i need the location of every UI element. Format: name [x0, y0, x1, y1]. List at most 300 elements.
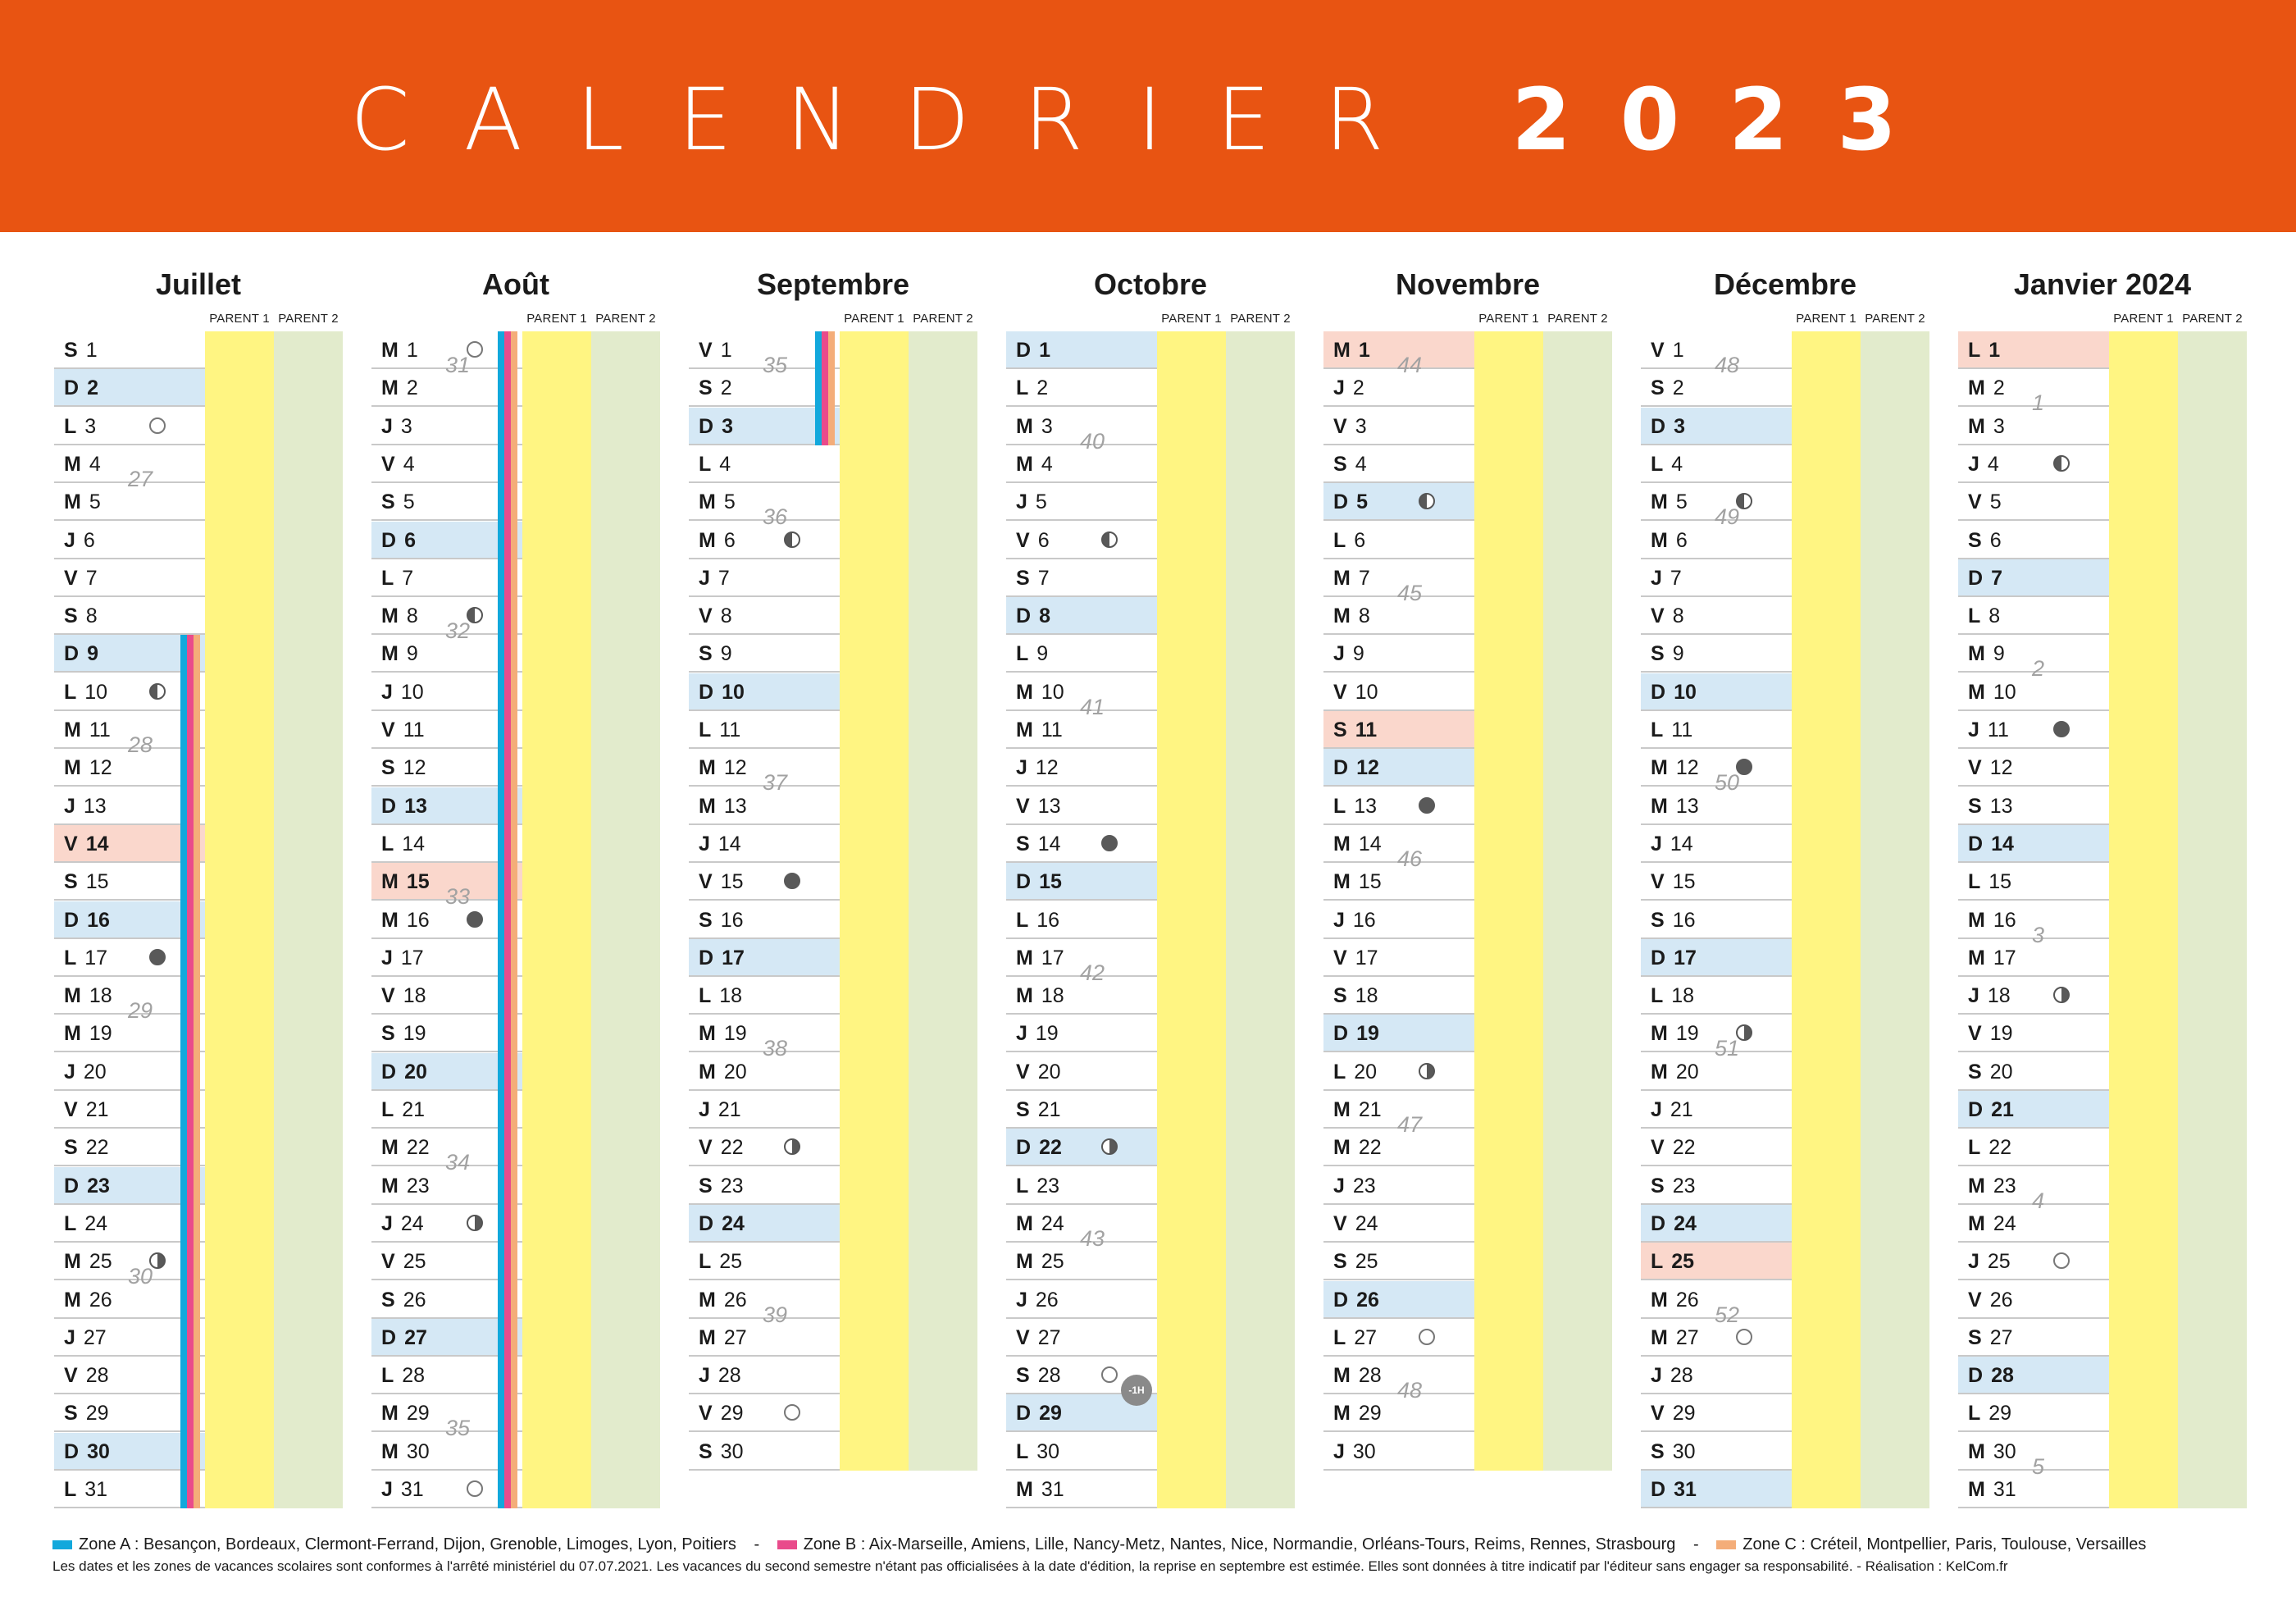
day-label	[1968, 642, 2005, 666]
week-number: 30	[128, 1264, 153, 1289]
day-number: 27	[1989, 1325, 2013, 1349]
week-number: 35	[445, 1416, 471, 1441]
day-row	[1641, 597, 1792, 635]
weekday-letter: M	[381, 870, 399, 894]
day-number: 22	[1358, 1136, 1382, 1160]
day-number: 27	[1354, 1325, 1378, 1349]
zone-b-text: Zone B : Aix-Marseille, Amiens, Lille, Nancy-Metz, Nantes, Nice, Normandie, Orléans-Tours, Reims, Rennes, Strasbourg	[803, 1535, 1676, 1553]
day-row	[1323, 939, 1474, 977]
weekday-letter: M	[1651, 1022, 1668, 1046]
day-label	[1016, 1440, 1059, 1464]
weekday-letter: J	[64, 1325, 75, 1349]
calendar-title	[0, 0, 2296, 232]
day-row	[1006, 825, 1157, 863]
day-number: 6	[1037, 528, 1050, 552]
day-row	[54, 559, 205, 597]
weekday-letter: M	[1016, 414, 1033, 438]
day-number: 12	[1035, 756, 1059, 780]
day-label	[1651, 604, 1684, 628]
weekday-letter: D	[1968, 566, 1984, 590]
day-label	[64, 1175, 110, 1198]
day-label	[1333, 1440, 1376, 1464]
day-number: 11	[1987, 718, 2009, 741]
day-label	[699, 642, 732, 666]
day-number: 16	[1036, 908, 1060, 932]
day-label	[381, 1250, 426, 1274]
weekday-letter: L	[64, 414, 77, 438]
day-number: 23	[406, 1174, 430, 1197]
full-moon-icon	[149, 417, 166, 434]
day-row	[1641, 635, 1792, 673]
weekday-letter: J	[1968, 984, 1979, 1008]
day-number: 8	[1988, 604, 2001, 628]
day-label	[699, 1175, 744, 1198]
weekday-letter: J	[1333, 1174, 1345, 1197]
parent-2-column[interactable]	[1861, 331, 1929, 1508]
day-label	[64, 604, 98, 628]
day-label	[1968, 870, 2011, 894]
day-label	[381, 1289, 426, 1312]
parent-2-column[interactable]	[1543, 331, 1612, 1471]
day-label	[1333, 1289, 1379, 1312]
new-moon-icon	[467, 911, 483, 928]
day-number: 20	[1037, 1060, 1061, 1083]
week-number: 34	[445, 1150, 471, 1175]
sunday-row	[1006, 597, 1157, 635]
day-number: 15	[720, 870, 744, 894]
day-row	[1006, 635, 1157, 673]
weekday-letter: M	[699, 1288, 716, 1312]
day-number: 27	[1675, 1325, 1699, 1349]
day-number: 1	[1358, 339, 1370, 362]
day-number: 18	[1041, 984, 1064, 1008]
day-label	[1968, 490, 2002, 514]
day-label	[1016, 681, 1064, 705]
day-label	[381, 1212, 424, 1236]
weekday-letter: L	[699, 718, 712, 741]
weekday-letter: S	[1333, 718, 1347, 741]
weekday-letter: V	[1968, 1288, 1982, 1312]
weekday-letter: J	[64, 794, 75, 818]
weekday-letter: V	[64, 832, 78, 855]
day-number: 17	[84, 946, 108, 969]
weekday-letter: S	[64, 604, 78, 628]
weekday-letter: M	[1968, 1439, 1985, 1463]
day-label	[1016, 718, 1063, 742]
weekday-letter: D	[1333, 1022, 1349, 1046]
weekday-letter: S	[64, 1402, 78, 1426]
weekday-letter: M	[1968, 642, 1985, 666]
day-number: 23	[87, 1174, 110, 1197]
sunday-row	[689, 1205, 840, 1243]
day-number: 2	[1993, 376, 2005, 400]
day-row	[1323, 1167, 1474, 1205]
day-label	[699, 1440, 744, 1464]
weekday-letter: M	[381, 339, 399, 362]
day-number: 30	[1672, 1439, 1696, 1463]
day-row	[1323, 673, 1474, 711]
day-number: 19	[1356, 1022, 1379, 1046]
weekday-letter: S	[1651, 1439, 1665, 1463]
day-label	[1651, 1364, 1693, 1388]
weekday-letter: S	[64, 870, 78, 894]
parent-1-column[interactable]	[1157, 331, 1226, 1508]
day-label	[381, 339, 418, 363]
zone-a-vacation-bar	[498, 331, 504, 1508]
weekday-letter: S	[1968, 794, 1982, 818]
week-number: 35	[763, 353, 788, 377]
day-label	[699, 1212, 745, 1236]
weekday-letter: M	[64, 1250, 81, 1274]
day-number: 4	[89, 452, 101, 476]
day-label	[1333, 947, 1378, 970]
day-number: 26	[1035, 1288, 1059, 1312]
week-number: 36	[763, 504, 788, 530]
calendar-header	[0, 0, 2296, 232]
day-label	[1333, 1402, 1382, 1426]
day-label	[381, 947, 424, 970]
weekday-letter: L	[381, 832, 394, 855]
day-label	[1016, 870, 1062, 894]
weekday-letter: L	[699, 1250, 712, 1274]
day-label	[1651, 642, 1684, 666]
day-number: 21	[85, 1098, 109, 1121]
weekday-letter: L	[381, 1098, 394, 1121]
day-number: 28	[1991, 1364, 2014, 1388]
day-row	[1323, 408, 1474, 445]
day-number: 15	[1672, 870, 1696, 894]
weekday-letter: L	[1651, 718, 1664, 741]
day-label	[1651, 1175, 1696, 1198]
weekday-letter: D	[1651, 414, 1666, 438]
day-number: 9	[406, 642, 418, 666]
day-label	[1333, 453, 1367, 477]
day-number: 17	[1993, 946, 2016, 969]
day-row	[1958, 1394, 2109, 1432]
weekday-letter: V	[1651, 604, 1665, 628]
weekday-letter: M	[699, 1022, 716, 1046]
parent-2-column[interactable]	[274, 331, 343, 1508]
day-row	[689, 1433, 840, 1471]
day-number: 5	[403, 490, 415, 514]
parent-1-column[interactable]	[840, 331, 909, 1471]
day-label	[1968, 718, 2009, 742]
day-number: 26	[723, 1288, 747, 1312]
weekday-letter: S	[1968, 528, 1982, 552]
weekday-letter: D	[1333, 1288, 1349, 1312]
day-number: 17	[722, 946, 745, 969]
day-row	[1641, 711, 1792, 749]
day-number: 21	[402, 1098, 426, 1121]
parent-1-column[interactable]	[205, 331, 274, 1508]
parent-2-column[interactable]	[591, 331, 660, 1508]
weekday-letter: S	[381, 1022, 395, 1046]
day-label	[381, 453, 415, 477]
weekday-letter: S	[64, 1136, 78, 1160]
day-label	[1651, 529, 1688, 553]
day-row	[689, 1167, 840, 1205]
day-number: 18	[89, 984, 112, 1008]
day-label	[1333, 376, 1364, 400]
day-label	[1016, 642, 1048, 666]
weekday-letter: L	[64, 946, 77, 969]
day-number: 17	[1674, 946, 1697, 969]
weekday-letter: J	[699, 832, 710, 855]
day-number: 4	[403, 452, 415, 476]
weekday-letter: D	[1016, 1136, 1032, 1160]
day-number: 23	[1672, 1174, 1696, 1197]
day-number: 24	[1041, 1211, 1064, 1235]
day-label	[1968, 1061, 2013, 1084]
weekday-letter: D	[1016, 339, 1032, 362]
weekday-letter: M	[381, 642, 399, 666]
day-number: 25	[1671, 1250, 1695, 1274]
sunday-row	[1958, 825, 2109, 863]
weekday-letter: D	[1651, 1478, 1666, 1501]
week-number: 49	[1715, 504, 1740, 530]
weekday-letter: L	[64, 1211, 77, 1235]
parent-2-header: PARENT 2	[913, 312, 973, 326]
weekday-letter: L	[1333, 528, 1346, 552]
day-label	[699, 453, 731, 477]
day-number: 1	[406, 339, 418, 362]
day-label	[699, 870, 744, 894]
weekday-letter: M	[1651, 756, 1668, 780]
day-label	[64, 376, 98, 400]
day-number: 17	[400, 946, 424, 969]
parent-1-header: PARENT 1	[1478, 312, 1539, 326]
parent-2-column[interactable]	[2178, 331, 2247, 1508]
weekday-letter: D	[64, 1439, 80, 1463]
weekday-letter: J	[1333, 376, 1345, 400]
day-number: 12	[403, 756, 426, 780]
day-number: 26	[403, 1288, 426, 1312]
day-number: 12	[1356, 756, 1379, 780]
parent-1-column[interactable]	[1792, 331, 1861, 1508]
parent-2-header: PARENT 2	[1230, 312, 1291, 326]
weekday-letter: J	[1651, 1098, 1662, 1121]
day-number: 26	[1989, 1288, 2013, 1312]
weekday-letter: M	[64, 1022, 81, 1046]
day-label	[699, 984, 742, 1008]
weekday-letter: L	[1016, 376, 1029, 400]
day-number: 12	[1675, 756, 1699, 780]
weekday-letter: D	[1651, 946, 1666, 969]
day-number: 17	[1355, 946, 1378, 969]
day-label	[1968, 604, 2000, 628]
weekday-letter: S	[1016, 1098, 1030, 1121]
day-number: 22	[1672, 1136, 1696, 1160]
footer	[0, 1526, 2296, 1624]
day-label	[1016, 947, 1064, 970]
day-row	[1958, 483, 2109, 521]
sunday-row	[1006, 331, 1157, 369]
disclaimer-note: Les dates et les zones de vacances scolaires sont conformes à l'arrêté ministériel du 07.07.2021. Les vacances du second semestre n'étant pas officialisées à la date d'édition, la reprise en septembre est estimée. Elles sont données à titre indicatif par l'éditeur sans engager sa responsabilité. - Réalisation : KelCom.fr	[52, 1558, 2008, 1574]
day-label	[1651, 718, 1692, 742]
day-label	[64, 984, 112, 1008]
day-row	[1641, 1167, 1792, 1205]
day-number: 14	[1991, 832, 2014, 855]
day-label	[1968, 681, 2016, 705]
day-label	[1016, 1289, 1059, 1312]
weekday-letter: M	[1651, 794, 1668, 818]
sunday-row	[1958, 559, 2109, 597]
weekday-letter: J	[64, 528, 75, 552]
day-label	[64, 1289, 112, 1312]
day-row	[54, 522, 205, 559]
week-number: 2	[2032, 656, 2045, 682]
day-number: 20	[1354, 1060, 1378, 1083]
day-label	[699, 1098, 741, 1122]
parent-1-column[interactable]	[2109, 331, 2178, 1508]
day-number: 8	[720, 604, 732, 628]
weekday-letter: S	[1333, 1250, 1347, 1274]
weekday-letter: M	[381, 376, 399, 400]
day-row	[689, 863, 840, 901]
day-row	[1006, 1091, 1157, 1129]
day-number: 19	[1675, 1022, 1699, 1046]
weekday-letter: V	[64, 566, 78, 590]
sunday-row	[689, 673, 840, 711]
parent-1-header: PARENT 1	[209, 312, 270, 326]
weekday-letter: V	[1333, 946, 1347, 969]
weekday-letter: L	[1016, 908, 1029, 932]
weekday-letter: M	[1968, 680, 1985, 704]
day-number: 16	[720, 908, 744, 932]
weekday-letter: M	[699, 1060, 716, 1083]
day-label	[699, 833, 741, 856]
sunday-row	[1006, 863, 1157, 901]
month-name: Août	[482, 267, 549, 301]
weekday-letter: S	[1968, 1060, 1982, 1083]
day-number: 29	[1988, 1402, 2012, 1426]
new-moon-icon	[1419, 797, 1435, 814]
day-row	[1958, 863, 2109, 901]
sunday-row	[1641, 673, 1792, 711]
day-label	[64, 1326, 107, 1350]
day-number: 13	[1675, 794, 1699, 818]
weekday-letter: S	[1333, 452, 1347, 476]
weekday-letter: S	[381, 756, 395, 780]
week-number: 50	[1715, 770, 1740, 796]
full-moon-icon	[1101, 1366, 1118, 1383]
day-number: 1	[85, 339, 98, 362]
weekday-letter: D	[699, 946, 714, 969]
day-number: 22	[85, 1136, 109, 1160]
day-number: 24	[400, 1211, 424, 1235]
day-label	[699, 1289, 747, 1312]
day-number: 26	[1356, 1288, 1379, 1312]
day-label	[64, 490, 101, 514]
day-label	[699, 1326, 747, 1350]
weekday-letter: M	[1651, 1060, 1668, 1083]
parent-1-column[interactable]	[1474, 331, 1543, 1471]
weekday-letter: L	[1016, 1174, 1029, 1197]
day-number: 9	[1672, 642, 1684, 666]
day-label	[1968, 984, 2011, 1008]
day-number: 12	[1989, 756, 2013, 780]
day-label	[64, 453, 101, 477]
day-label	[1968, 1326, 2013, 1350]
day-number: 21	[1358, 1098, 1382, 1121]
day-row	[689, 1394, 840, 1432]
day-number: 16	[1352, 908, 1376, 932]
weekday-letter: M	[1333, 604, 1351, 628]
day-number: 3	[722, 414, 733, 438]
sunday-row	[1323, 1015, 1474, 1052]
day-number: 20	[83, 1060, 107, 1083]
last-quarter-moon-icon	[784, 531, 800, 548]
weekday-letter: D	[381, 794, 397, 818]
weekday-letter: D	[699, 680, 714, 704]
day-label	[1968, 1402, 2011, 1426]
parent-2-column[interactable]	[1226, 331, 1295, 1508]
day-number: 28	[1037, 1364, 1061, 1388]
day-label	[1016, 1022, 1059, 1046]
weekday-letter: M	[699, 794, 716, 818]
day-number: 5	[1989, 490, 2002, 514]
weekday-letter: L	[1333, 1325, 1346, 1349]
day-label	[64, 1440, 110, 1464]
day-number: 18	[1355, 984, 1378, 1008]
day-number: 3	[84, 414, 97, 438]
day-number: 20	[723, 1060, 747, 1083]
day-label	[381, 718, 425, 742]
zone-b-vacation-bar	[504, 331, 511, 1508]
day-label	[1333, 1061, 1377, 1084]
parent-1-column[interactable]	[522, 331, 591, 1508]
weekday-letter: V	[699, 604, 713, 628]
parent-2-header: PARENT 2	[595, 312, 656, 326]
weekday-letter: M	[381, 908, 399, 932]
day-number: 14	[85, 832, 109, 855]
weekday-letter: J	[381, 1478, 393, 1501]
week-number: 31	[445, 353, 471, 377]
day-label	[1333, 833, 1382, 856]
weekday-letter: D	[381, 1060, 397, 1083]
day-label	[1651, 833, 1693, 856]
day-label	[699, 756, 747, 780]
weekday-letter: S	[1651, 642, 1665, 666]
day-row	[1958, 1015, 2109, 1052]
day-label	[1333, 909, 1376, 933]
day-label	[1333, 1364, 1382, 1388]
day-number: 14	[1358, 832, 1382, 855]
day-number: 10	[1041, 680, 1064, 704]
day-number: 13	[723, 794, 747, 818]
day-label	[381, 756, 426, 780]
day-row	[689, 711, 840, 749]
weekday-letter: M	[1651, 490, 1668, 514]
day-number: 16	[406, 908, 430, 932]
weekday-letter: M	[699, 1325, 716, 1349]
day-label	[1016, 529, 1050, 553]
parent-2-column[interactable]	[909, 331, 977, 1471]
day-label	[1016, 1136, 1062, 1160]
sunday-row	[1006, 1129, 1157, 1166]
day-number: 3	[1993, 414, 2005, 438]
day-label	[1651, 339, 1684, 363]
day-number: 11	[89, 718, 111, 741]
day-number: 31	[1993, 1478, 2016, 1501]
day-number: 25	[1041, 1250, 1064, 1274]
day-label	[1651, 453, 1683, 477]
day-number: 19	[723, 1022, 747, 1046]
parent-1-header: PARENT 1	[1161, 312, 1222, 326]
sunday-row	[1641, 939, 1792, 977]
day-label	[64, 1364, 109, 1388]
day-row	[1323, 1205, 1474, 1243]
